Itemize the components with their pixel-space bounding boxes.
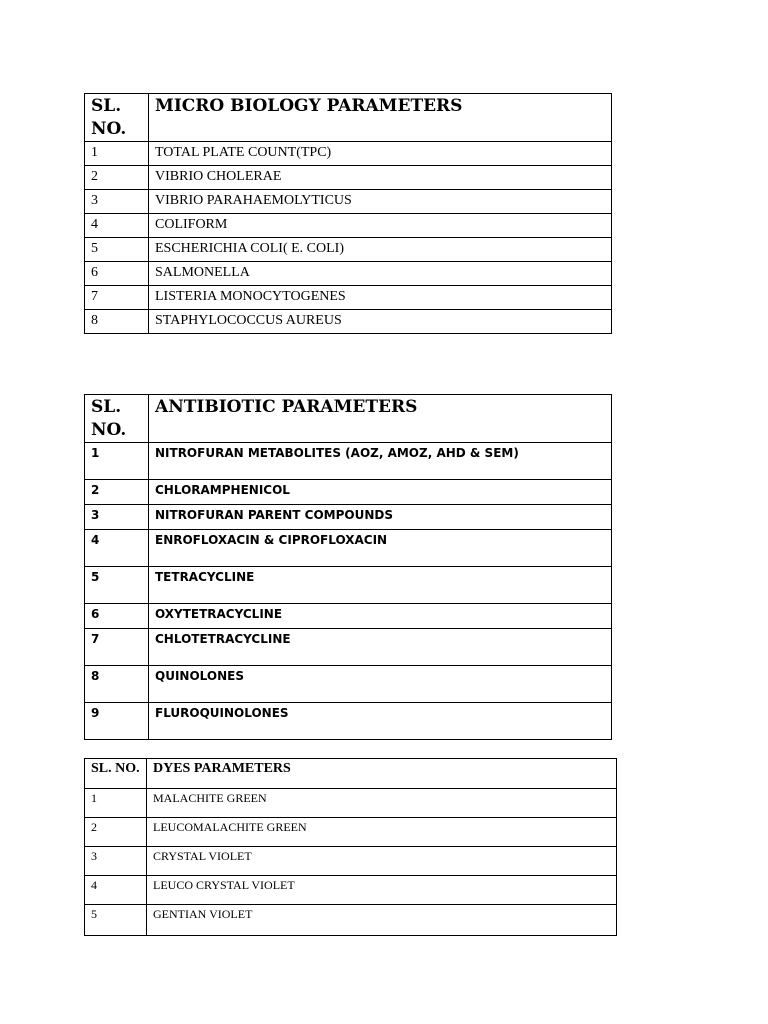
parameter-name: FLUROQUINOLONES (149, 703, 612, 740)
table-row (85, 310, 612, 334)
parameter-name: VIBRIO CHOLERAE (149, 166, 612, 190)
parameter-name: TETRACYCLINE (149, 567, 612, 604)
table-row (85, 789, 617, 818)
table-row (85, 166, 612, 190)
parameter-name: COLIFORM (149, 214, 612, 238)
parameter-name: CHLOTETRACYCLINE (149, 629, 612, 666)
row-number: 5 (85, 567, 149, 604)
antibiotic-parameters-table (84, 394, 612, 740)
sl-no-header: SL. NO. (85, 395, 149, 443)
sl-no-header: SL. NO. (85, 759, 147, 789)
table-row (85, 905, 617, 936)
parameter-name: TOTAL PLATE COUNT(TPC) (149, 142, 612, 166)
parameter-name: QUINOLONES (149, 666, 612, 703)
row-number: 3 (85, 190, 149, 214)
row-number: 8 (85, 666, 149, 703)
row-number: 5 (85, 905, 147, 936)
table-row (85, 214, 612, 238)
parameter-name: GENTIAN VIOLET (147, 905, 617, 936)
table-row (85, 876, 617, 905)
table-row (85, 443, 612, 480)
parameter-name: NITROFURAN METABOLITES (AOZ, AMOZ, AHD & SEM) (149, 443, 612, 480)
table-row (85, 629, 612, 666)
table-row (85, 530, 612, 567)
table-row (85, 480, 612, 505)
parameter-name: ENROFLOXACIN & CIPROFLOXACIN (149, 530, 612, 567)
table-row (85, 262, 612, 286)
parameter-name: CHLORAMPHENICOL (149, 480, 612, 505)
row-number: 1 (85, 443, 149, 480)
table-header-row (85, 395, 612, 443)
table-row (85, 142, 612, 166)
table-row (85, 818, 617, 847)
table-row (85, 238, 612, 262)
parameter-name: NITROFURAN PARENT COMPOUNDS (149, 505, 612, 530)
table-row (85, 847, 617, 876)
row-number: 3 (85, 505, 149, 530)
row-number: 5 (85, 238, 149, 262)
sl-no-header: SL. NO. (85, 94, 149, 142)
parameters-header: DYES PARAMETERS (147, 759, 617, 789)
table-row (85, 190, 612, 214)
parameter-name: ESCHERICHIA COLI( E. COLI) (149, 238, 612, 262)
parameter-name: LEUCO CRYSTAL VIOLET (147, 876, 617, 905)
row-number: 4 (85, 876, 147, 905)
parameter-name: LEUCOMALACHITE GREEN (147, 818, 617, 847)
table-row (85, 703, 612, 740)
dyes-parameters-table (84, 758, 617, 936)
parameter-name: LISTERIA MONOCYTOGENES (149, 286, 612, 310)
parameter-name: SALMONELLA (149, 262, 612, 286)
row-number: 6 (85, 604, 149, 629)
row-number: 4 (85, 530, 149, 567)
parameter-name: OXYTETRACYCLINE (149, 604, 612, 629)
table-header-row (85, 94, 612, 142)
table-row (85, 666, 612, 703)
row-number: 2 (85, 480, 149, 505)
parameter-name: STAPHYLOCOCCUS AUREUS (149, 310, 612, 334)
microbiology-parameters-table (84, 93, 612, 334)
row-number: 9 (85, 703, 149, 740)
parameter-name: VIBRIO PARAHAEMOLYTICUS (149, 190, 612, 214)
row-number: 6 (85, 262, 149, 286)
row-number: 3 (85, 847, 147, 876)
row-number: 8 (85, 310, 149, 334)
table-header-row (85, 759, 617, 789)
table-row (85, 604, 612, 629)
parameters-header: ANTIBIOTIC PARAMETERS (149, 395, 612, 443)
table-row (85, 286, 612, 310)
row-number: 7 (85, 629, 149, 666)
row-number: 1 (85, 789, 147, 818)
table-row (85, 567, 612, 604)
parameter-name: MALACHITE GREEN (147, 789, 617, 818)
row-number: 7 (85, 286, 149, 310)
table-row (85, 505, 612, 530)
row-number: 4 (85, 214, 149, 238)
row-number: 1 (85, 142, 149, 166)
row-number: 2 (85, 166, 149, 190)
row-number: 2 (85, 818, 147, 847)
parameter-name: CRYSTAL VIOLET (147, 847, 617, 876)
parameters-header: MICRO BIOLOGY PARAMETERS (149, 94, 612, 142)
